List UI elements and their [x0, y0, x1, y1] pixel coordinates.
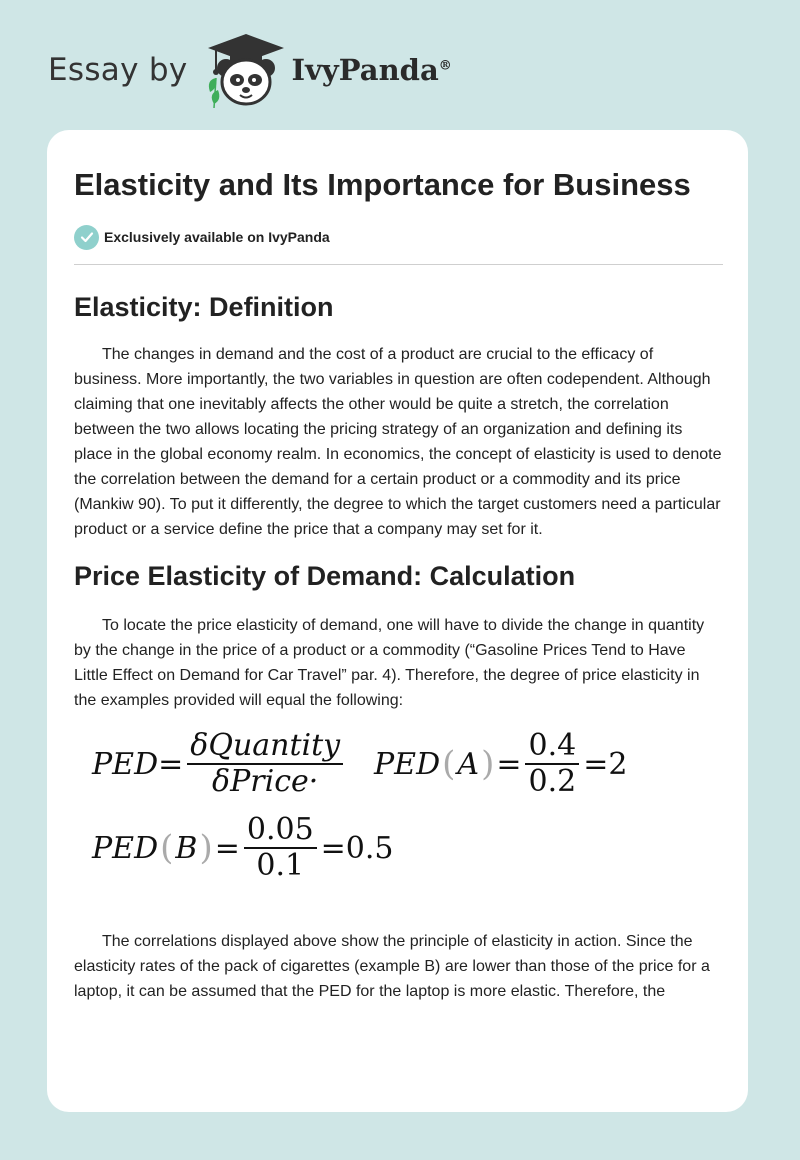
section-heading-definition: Elasticity: Definition — [74, 292, 334, 322]
formula-ped-definition: PED = $\frac{\text{δQuantity}}{\text{δPrice·}}$ — [92, 731, 347, 797]
check-icon — [74, 225, 99, 250]
formula-ped-a: PED ( A ) = $\frac{0.4}{0.2}$ = 2 — [374, 728, 628, 799]
divider — [74, 264, 723, 265]
formula-ped-b: PED ( B ) = $\frac{0.05}{0.1}$ = 0.5 — [92, 812, 394, 883]
section-heading-calculation: Price Elasticity of Demand: Calculation — [74, 561, 576, 591]
brand-name: IvyPanda® — [291, 53, 452, 87]
paragraph: The correlations displayed above show the principle of elasticity in action. Since the elasticity rates of the pack of cigarettes (example B) are lower than those of the price for a laptop, it can be assumed that the PED for the laptop is more elastic. Therefore, the — [74, 933, 710, 1000]
panda-graduation-cap-icon — [204, 30, 288, 110]
exclusive-text: Exclusively available on IvyPanda — [104, 229, 330, 245]
article-title: Elasticity and Its Importance for Business — [74, 167, 691, 202]
brand-header — [48, 30, 452, 110]
brand-prefix: Essay by — [48, 52, 188, 88]
paragraph: The changes in demand and the cost of a product are crucial to the efficacy of business. More importantly, the two variables in question are often codependent. Although claiming that one inevitably affects the other would be quite a stretch, the correlation between the two allows locating the pricing strategy of an organization and defining its place in the global economy realm. In economics, the concept of elasticity is used to denote the correlation between the demand for a certain product or a commodity and its price (Mankiw 90). To put it differently, the degree to which the target customers need a particular product or a service define the price that a company may set for it. — [74, 346, 722, 538]
article-card — [47, 130, 748, 1112]
exclusive-badge — [74, 224, 723, 250]
formula-block — [74, 719, 723, 909]
paragraph: To locate the price elasticity of demand, one will have to divide the change in quantity by the change in the price of a product or a commodity (“Gasoline Prices Tend to Have Little Effect on Demand for Car Travel” par. 4). Therefore, the degree of price elasticity in the examples provided will equal the following: — [74, 617, 705, 709]
